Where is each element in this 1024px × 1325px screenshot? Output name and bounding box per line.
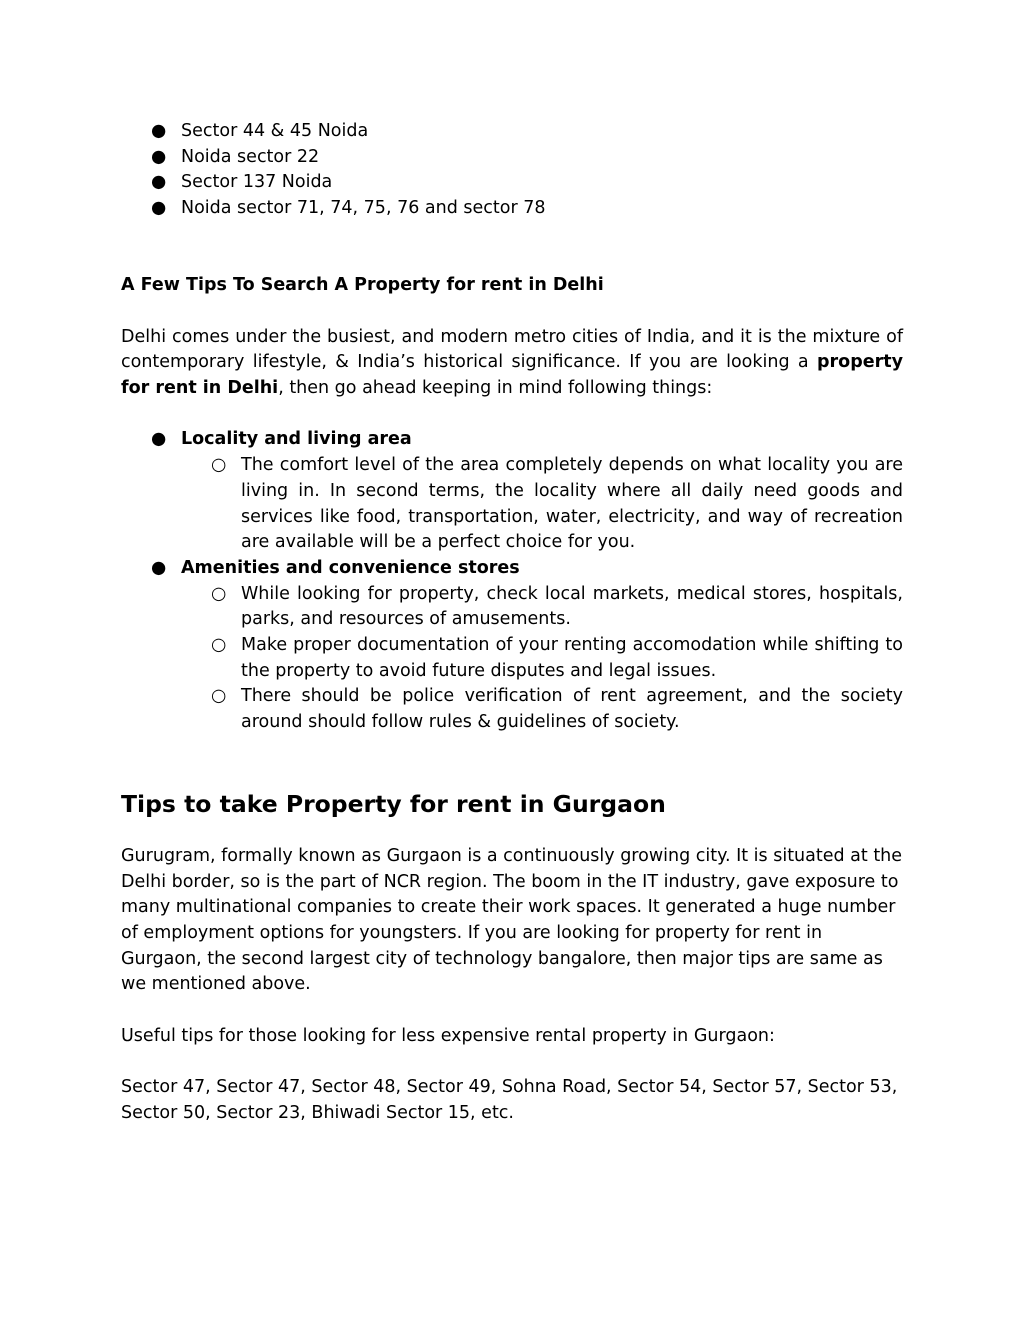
bullet-icon: ● xyxy=(151,198,167,219)
sub-list-item-text: While looking for property, check local markets, medical stores, hospitals, parks, and resources of amusements. xyxy=(241,583,903,630)
document-page xyxy=(121,119,903,1127)
list-item xyxy=(121,170,903,196)
list-item xyxy=(121,119,903,145)
hollow-bullet-icon: ○ xyxy=(211,455,227,476)
bullet-icon: ● xyxy=(151,121,167,141)
delhi-intro-text-a: Delhi comes under the busiest, and modern metro cities of India, and it is the mixture of contemporary lifestyle, & India’s historical significance. If you are looking a xyxy=(121,326,903,373)
gurgaon-sector-list: Sector 47, Sector 47, Sector 48, Sector 49, Sohna Road, Sector 54, Sector 57, Sector 53, Sector 50, Sector 23, Bhiwadi Sector 15, etc. xyxy=(121,1077,898,1123)
hollow-bullet-icon: ○ xyxy=(211,686,227,707)
gurgaon-tips-heading: Tips to take Property for rent in Gurgaon xyxy=(121,789,666,818)
amenities-title: Amenities and convenience stores xyxy=(181,557,520,578)
noida-sector-list xyxy=(121,119,903,222)
list-item-locality xyxy=(121,427,903,453)
gurgaon-tips-lead: Useful tips for those looking for less expensive rental property in Gurgaon: xyxy=(121,1025,775,1046)
list-item-text: Sector 44 & 45 Noida xyxy=(181,121,369,141)
delhi-intro-text-b: , then go ahead keeping in mind following things: xyxy=(278,378,713,398)
list-item-text: Noida sector 71, 74, 75, 76 and sector 78 xyxy=(181,198,546,219)
sub-list-item xyxy=(121,633,903,684)
sub-list-item-text: There should be police verification of rent agreement, and the society around should follow rules & guidelines of society. xyxy=(241,686,903,733)
sub-list-item xyxy=(121,684,903,735)
hollow-bullet-icon: ○ xyxy=(211,635,227,656)
list-item-amenities xyxy=(121,556,903,582)
list-item xyxy=(121,196,903,222)
list-item-text: Sector 137 Noida xyxy=(181,172,333,193)
sub-list-item xyxy=(121,582,903,633)
delhi-intro-bold-text: property for rent in Delhi xyxy=(121,352,903,398)
bullet-icon: ● xyxy=(151,172,167,193)
hollow-bullet-icon: ○ xyxy=(211,583,227,604)
delhi-tips-heading: A Few Tips To Search A Property for rent in Delhi xyxy=(121,275,604,296)
sub-list-item xyxy=(121,453,903,556)
delhi-intro-paragraph xyxy=(121,325,903,402)
bullet-icon: ● xyxy=(151,429,167,450)
list-item xyxy=(121,145,903,171)
sub-list-item-text: Make proper documentation of your renting accomodation while shifting to the property to avoid future disputes and legal issues. xyxy=(241,635,903,681)
bullet-icon: ● xyxy=(151,557,167,578)
locality-title: Locality and living area xyxy=(181,429,412,450)
delhi-tips-list xyxy=(121,427,903,735)
sub-list-item-text: The comfort level of the area completely depends on what locality you are living in. In second terms, the locality where all daily need goods and services like food, transportation, water, electricity, and way of recreation are available will be a perfect choice for you. xyxy=(241,455,903,553)
bullet-icon: ● xyxy=(151,146,167,167)
gurgaon-intro-paragraph: Gurugram, formally known as Gurgaon is a continuously growing city. It is situated at the Delhi border, so is the part of NCR region. The boom in the IT industry, gave exposure to many multinational companies to create their work spaces. It generated a huge number of employment options for youngsters. If you are looking for property for rent in Gurgaon, the second largest city of technology bangalore, then major tips are same as we mentioned above. xyxy=(121,845,903,995)
list-item-text: Noida sector 22 xyxy=(181,146,320,167)
